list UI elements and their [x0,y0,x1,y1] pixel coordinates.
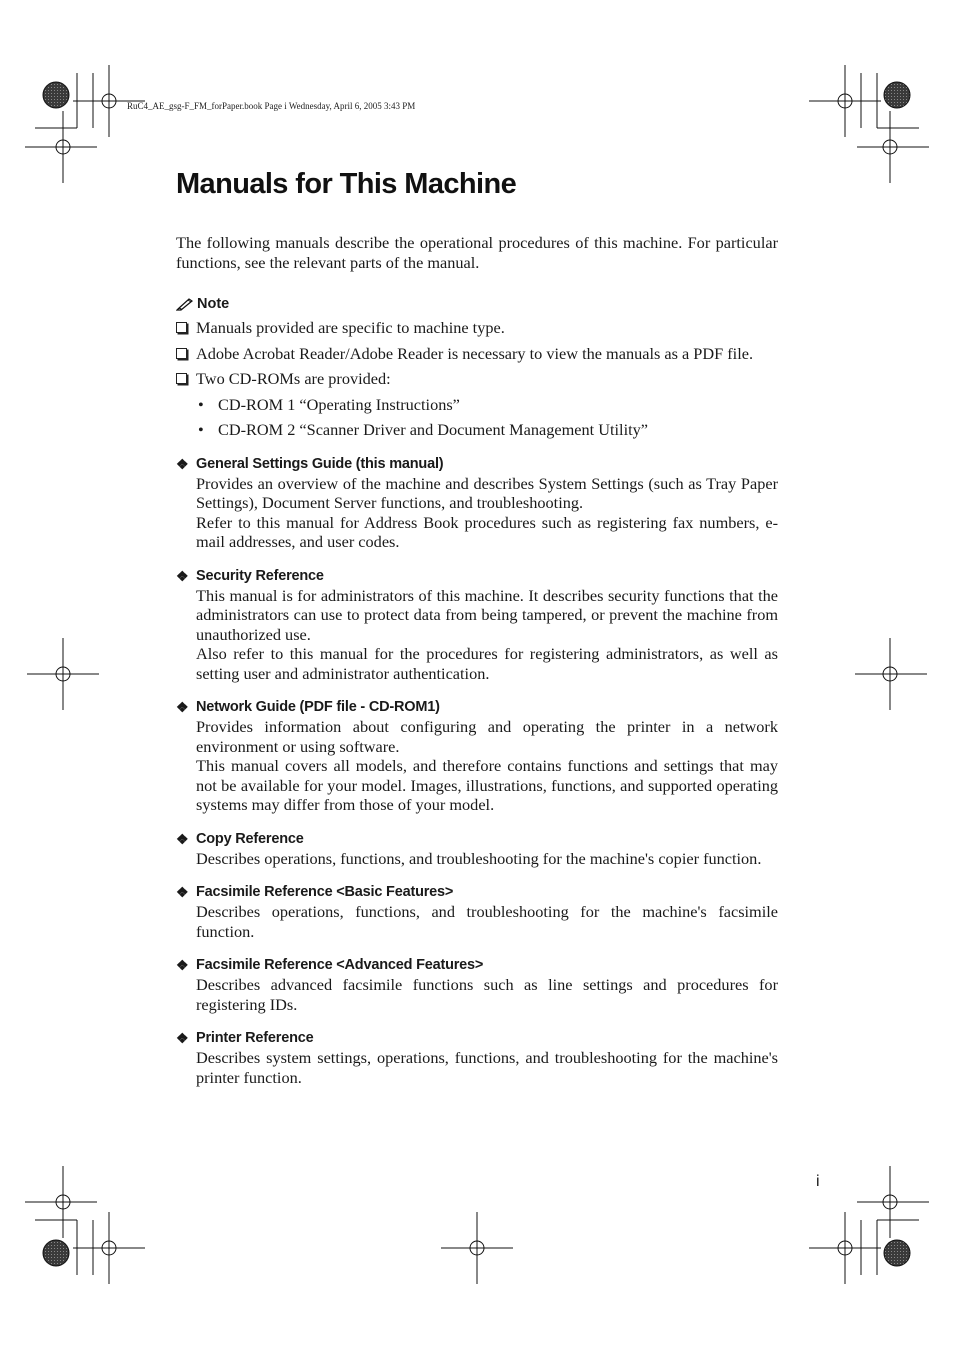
section-paragraph: Refer to this manual for Address Book procedures such as registering fax numbers, e-mail addresses, and user codes. [196,512,778,551]
bullet-dot-icon: • [198,420,204,439]
section-paragraph: Also refer to this manual for the procedures for registering administrators, as well as setting user and administrator authentication. [196,644,778,683]
section-title: Facsimile Reference <Basic Features> [196,884,454,900]
cd-rom-bullet [198,420,778,440]
section-heading [176,698,778,717]
section-heading [176,455,778,474]
section-title: General Settings Guide (this manual) [196,455,444,472]
page-title: Manuals for This Machine [176,168,517,200]
section-paragraph: Describes system settings, operations, functions, and troubleshooting for the machine's printer function. [196,1048,778,1087]
checkbox-square-icon [176,322,187,333]
note-heading [176,293,778,315]
section-paragraph: Provides information about configuring and operating the printer in a network environment or using software. [196,717,778,756]
four-diamond-icon: ❖ [176,884,189,900]
section-heading [176,1029,778,1048]
section-body [196,1048,778,1087]
cd-rom-bullet [198,395,778,415]
section-heading [176,883,778,902]
section-title: Facsimile Reference <Advanced Features> [196,957,484,973]
section-title: Network Guide (PDF file - CD-ROM1) [196,699,440,715]
section-body [196,717,778,815]
bullet-text: CD-ROM 2 “Scanner Driver and Document Management Utility” [218,420,648,439]
section-heading [176,567,778,586]
manual-section [176,956,778,1014]
manual-section [176,698,778,815]
section-body [196,586,778,684]
four-diamond-icon: ❖ [176,567,189,584]
four-diamond-icon: ❖ [176,830,189,847]
note-item-text: Adobe Acrobat Reader/Adobe Reader is necessary to view the manuals as a PDF file. [196,343,754,363]
note-item-text: Manuals provided are specific to machine type. [196,318,505,337]
main-content [176,233,778,1087]
manual-section [176,567,778,684]
intro-paragraph: The following manuals describe the operational procedures of this machine. For particular functions, see the relevant parts of the manual. [176,233,778,272]
section-body [196,474,778,552]
section-title: Printer Reference [196,1030,314,1046]
section-paragraph: Describes advanced facsimile functions such as line settings and procedures for registering IDs. [196,975,778,1014]
manual-section [176,455,778,552]
checkbox-square-icon [176,373,187,384]
note-item-text: Two CD-ROMs are provided: [196,369,391,388]
note-label: Note [197,296,230,312]
pencil-note-icon [176,297,194,311]
note-item [176,369,778,389]
note-item [176,318,778,338]
section-paragraph: This manual is for administrators of this machine. It describes security functions that the administrators can use to protect data from being tampered, or prevent the machine from unauthorized use. [196,585,778,644]
section-title: Copy Reference [196,830,304,847]
bullet-dot-icon: • [198,394,204,414]
section-title: Security Reference [196,567,324,584]
checkbox-square-icon [176,348,187,359]
section-body [196,849,778,869]
manual-section [176,1029,778,1087]
four-diamond-icon: ❖ [176,957,189,973]
four-diamond-icon: ❖ [176,699,189,715]
four-diamond-icon: ❖ [176,1030,189,1046]
section-paragraph: Describes operations, functions, and troubleshooting for the machine's copier function. [196,848,762,868]
section-paragraph: This manual covers all models, and therefore contains functions and settings that may not be available for your model. Images, illustrations, functions, and supported operating systems may differ from those of your model. [196,756,778,814]
section-heading [176,830,778,849]
bullet-text: CD-ROM 1 “Operating Instructions” [218,394,460,414]
page-number: i [816,1173,820,1190]
print-file-info: RuC4_AE_gsg-F_FM_forPaper.book Page i Wednesday, April 6, 2005 3:43 PM [127,101,416,111]
section-paragraph: Provides an overview of the machine and describes System Settings (such as Tray Paper Settings), Document Server functions, and troubleshooting. [196,473,778,512]
section-body [196,902,778,941]
note-item [176,344,778,364]
manual-section [176,883,778,941]
section-body [196,975,778,1014]
manual-section [176,830,778,869]
section-heading [176,956,778,975]
section-paragraph: Describes operations, functions, and troubleshooting for the machine's facsimile function. [196,902,778,941]
four-diamond-icon: ❖ [176,455,189,472]
